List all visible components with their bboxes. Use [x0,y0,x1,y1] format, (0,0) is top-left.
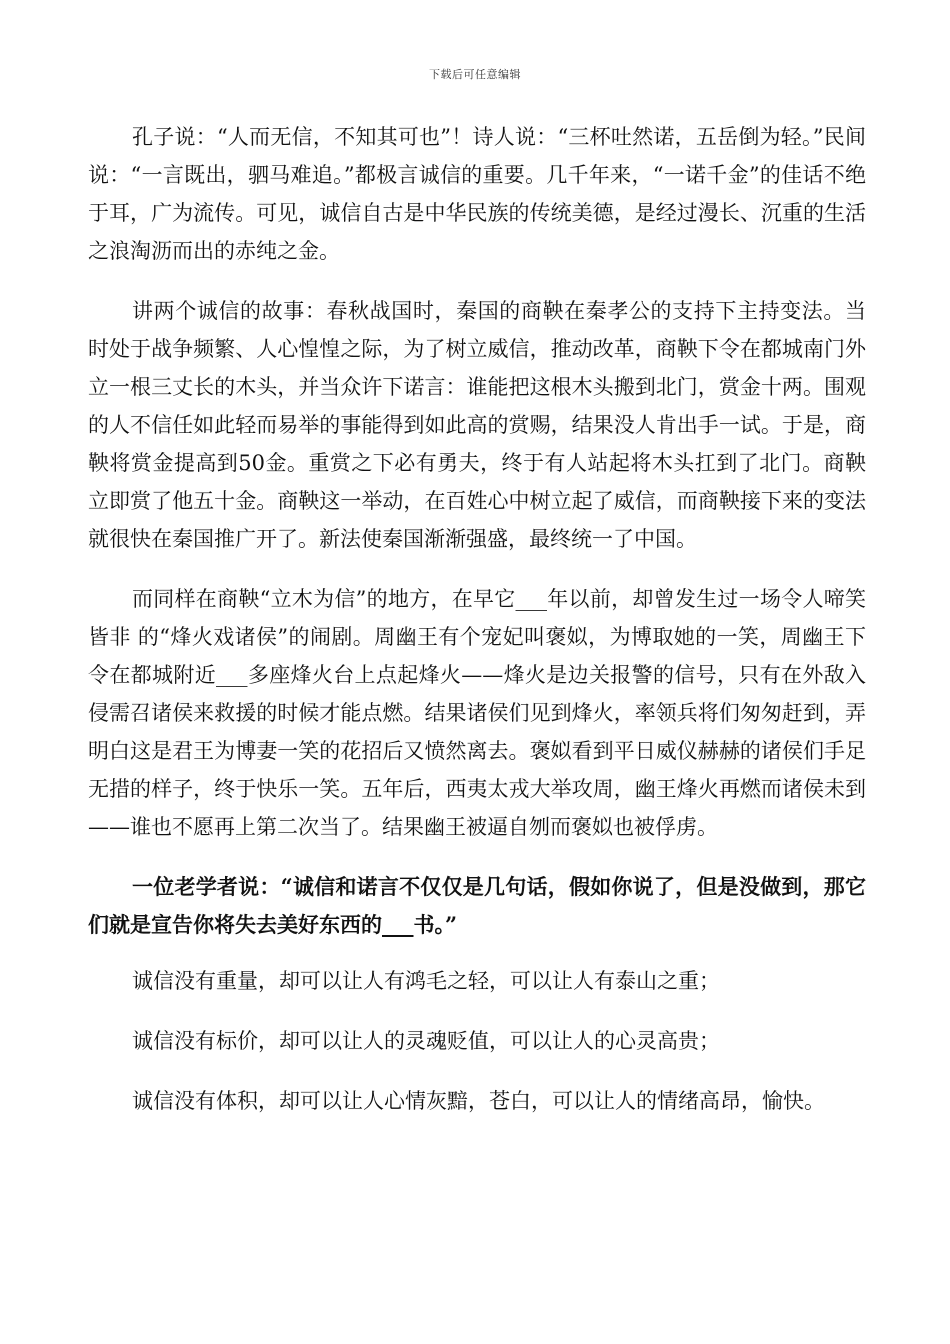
document-body [88,118,866,1120]
paragraph-shang-yang-story: 讲两个诚信的故事：春秋战国时，秦国的商鞅在秦孝公的支持下主持变法。当时处于战争频繁、人心惶惶之际，为了树立威信，推动改革，商鞅下令在都城南门外立一根三丈长的木头，并当众许下诺言：谁能把这根木头搬到北门，赏金十两。围观的人不信任如此轻而易举的事能得到如此高的赏赐，结果没人肯出手一试。于是，商鞅将赏金提高到50金。重赏之下必有勇夫，终于有人站起将木头扛到了北门。商鞅立即赏了他五十金。商鞅这一举动，在百姓心中树立起了威信，而商鞅接下来的变法就很快在秦国推广开了。新法使秦国渐渐强盛，最终统一了中国。 [88,299,866,551]
closing-line-volume: 诚信没有体积，却可以让人心情灰黯，苍白，可以让人的情绪高昂，愉快。 [132,1089,825,1113]
paragraph-beacon-fire-story: 而同样在商鞅“立木为信”的地方，在早它___年以前，却曾发生过一场令人啼笑皆非 的“烽火戏诸侯”的闹剧。周幽王有个宠妃叫褒姒，为博取她的一笑，周幽王下令在都城附近___多座烽火台上点起烽火——烽火是边关报警的信号，只有在外敌入侵需召诸侯来救援的时候才能点燃。结果诸侯们见到烽火，率领兵将们匆匆赶到，弄明白这是君王为博妻一笑的花招后又愤然离去。褒姒看到平日威仪赫赫的诸侯们手足无措的样子，终于快乐一笑。五年后，西夷太戎大举攻周，幽王烽火再燃而诸侯未到——谁也不愿再上第二次当了。结果幽王被逼自刎而褒姒也被俘虏。 [88,587,866,839]
closing-line-price: 诚信没有标价，却可以让人的灵魂贬值，可以让人的心灵高贵； [132,1029,720,1053]
closing-line-weight: 诚信没有重量，却可以让人有鸿毛之轻，可以让人有泰山之重； [132,969,720,993]
paragraph-intro: 孔子说：“人而无信，不知其可也”！诗人说：“三杯吐然诺，五岳倒为轻。”民间说：“一言既出，驷马难追。”都极言诚信的重要。几千年来，“一诺千金”的佳话不绝于耳，广为流传。可见，诚信自古是中华民族的传统美德，是经过漫长、沉重的生活之浪淘沥而出的赤纯之金。 [88,125,866,263]
paragraph-scholar-quote: 一位老学者说：“诚信和诺言不仅仅是几句话，假如你说了，但是没做到，那它们就是宣告你将失去美好东西的___书。” [88,874,866,937]
header-note: 下载后可任意编辑 [429,68,521,81]
